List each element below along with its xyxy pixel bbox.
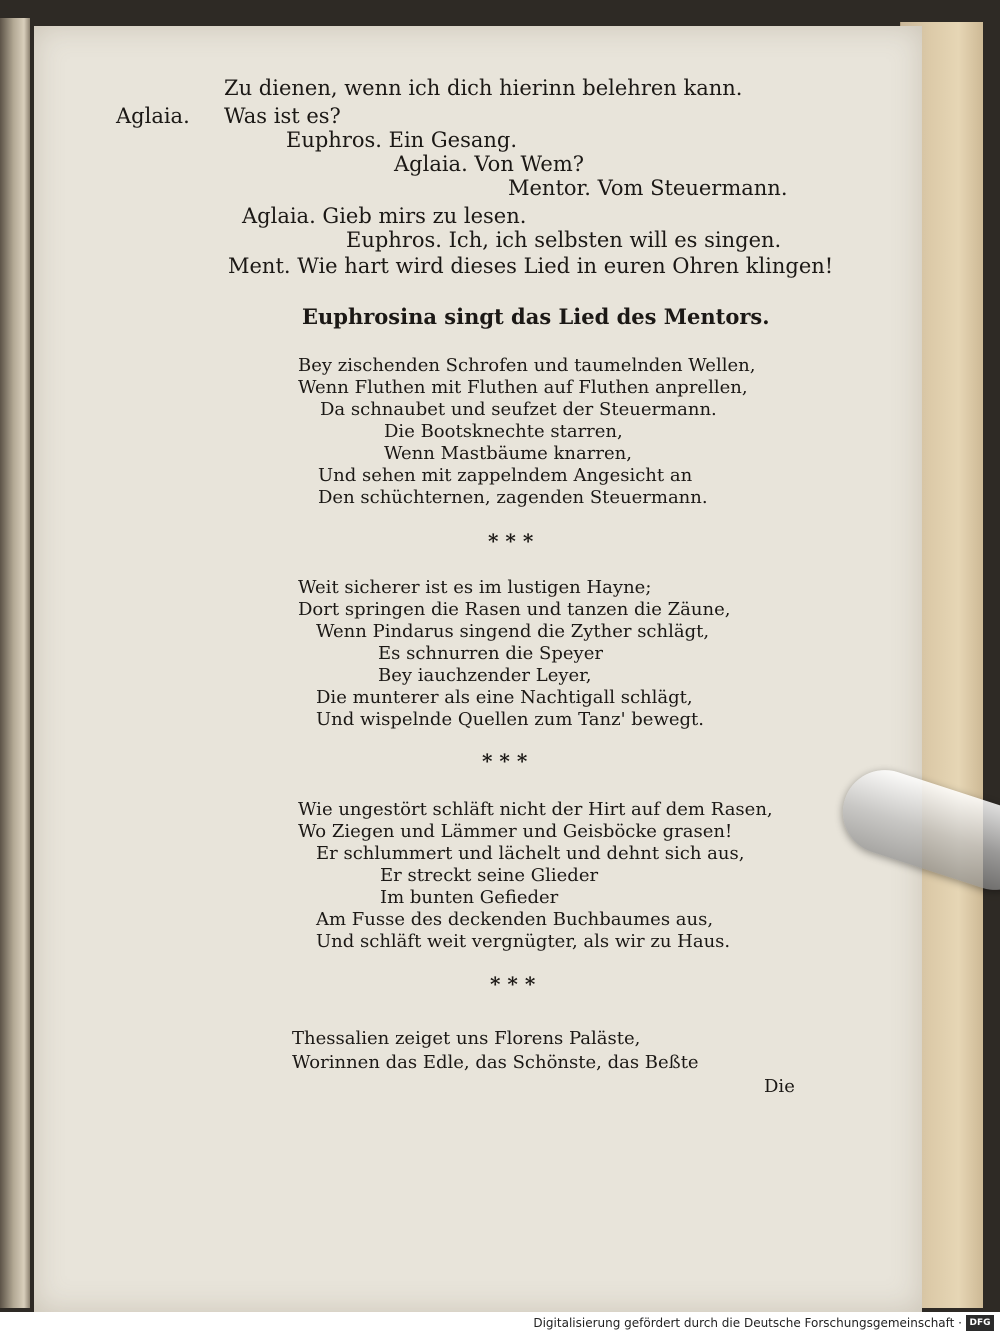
book-page [34,26,922,1312]
verse-line: Bey zischenden Schrofen und taumelnden Wellen, [298,355,756,376]
verse-line: Wenn Fluthen mit Fluthen auf Fluthen anprellen, [298,377,748,398]
footer-bar [0,1312,1000,1335]
dialogue-line-8: Ment. Wie hart wird dieses Lied in euren Ohren klingen! [228,254,834,278]
verse-line: Wie ungestört schläft nicht der Hirt auf dem Rasen, [298,799,773,820]
verse-line: Und schläft weit vergnügter, als wir zu Haus. [316,931,731,952]
dialogue-line-4: Aglaia. Von Wem? [394,152,584,176]
verse-line: Bey iauchzender Leyer, [378,665,592,686]
verse-line: Im bunten Gefieder [380,887,559,908]
verse-line: Wo Ziegen und Lämmer und Geisböcke grasen! [298,821,733,842]
dfg-logo-icon: DFG [966,1315,994,1331]
verse-line: Und sehen mit zappelndem Angesicht an [318,465,693,486]
verse-line: Die Bootsknechte starren, [384,421,623,442]
verse-line: Er schlummert und lächelt und dehnt sich aus, [316,843,745,864]
dialogue-line-2: Was ist es? [224,104,341,128]
stanza-separator: * * * [482,749,528,773]
dialogue-line-1: Zu dienen, wenn ich dich hierinn belehren kann. [224,76,743,100]
verse-line: Den schüchternen, zagenden Steuermann. [318,487,708,508]
stanza-separator: * * * [490,972,536,996]
verse-line: Da schnaubet und seufzet der Steuermann. [320,399,717,420]
dialogue-line-7: Euphros. Ich, ich selbsten will es singen. [346,228,782,252]
verse-line: Die munterer als eine Nachtigall schlägt, [316,687,693,708]
verse-line: Worinnen das Edle, das Schönste, das Beßte [292,1052,699,1073]
dialogue-line-5: Mentor. Vom Steuermann. [508,176,788,200]
verse-line: Wenn Mastbäume knarren, [384,443,632,464]
stanza-separator: * * * [488,529,534,553]
catchword: Die [764,1076,795,1097]
dialogue-line-6: Aglaia. Gieb mirs zu lesen. [242,204,527,228]
verse-line: Wenn Pindarus singend die Zyther schlägt, [316,621,710,642]
verse-line: Am Fusse des deckenden Buchbaumes aus, [316,909,714,930]
song-title: Euphrosina singt das Lied des Mentors. [302,304,770,329]
verse-line: Dort springen die Rasen und tanzen die Zäune, [298,599,731,620]
verse-line: Er streckt seine Glieder [380,865,599,886]
verse-line: Und wispelnde Quellen zum Tanz' bewegt. [316,709,704,730]
footer-credit: Digitalisierung gefördert durch die Deutsche Forschungsgemeinschaft · [533,1316,962,1330]
verse-line: Weit sicherer ist es im lustigen Hayne; [298,577,652,598]
dialogue-line-3: Euphros. Ein Gesang. [286,128,518,152]
verse-line: Thessalien zeiget uns Florens Paläste, [292,1028,641,1049]
left-page-edge [0,18,30,1308]
speaker-aglaia: Aglaia. [116,104,190,128]
verse-line: Es schnurren die Speyer [378,643,603,664]
